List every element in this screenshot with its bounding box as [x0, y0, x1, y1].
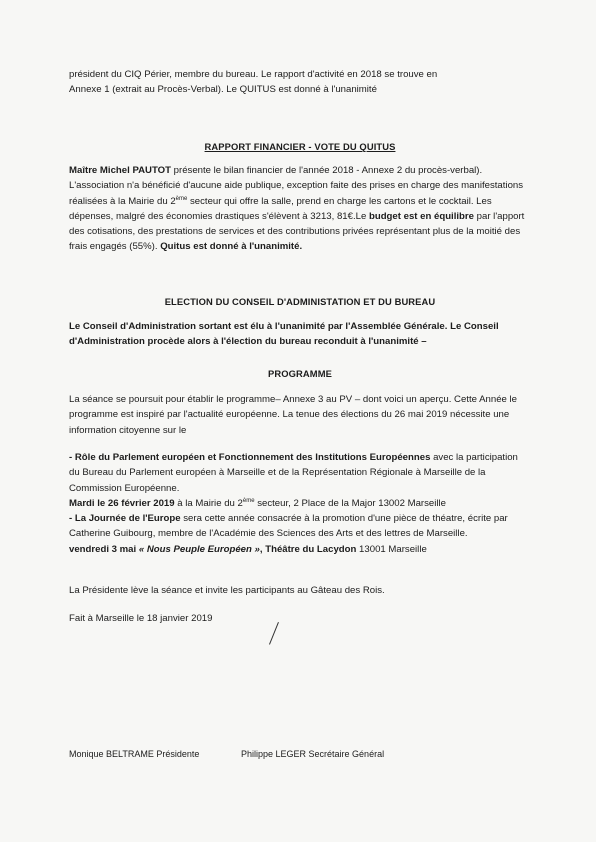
- programme-item-parliament-title: - Rôle du Parlement européen et Fonctionnement des Institutions Européennes: [69, 452, 431, 463]
- financial-superscript: ème: [175, 195, 188, 202]
- programme-item-europe-day: [69, 511, 531, 557]
- programme-intro: La séance se poursuit pour établir le programme– Annexe 3 au PV – dont voici un aperçu. Cette Année le programme est inspiré par l'actualité européenne. La tenue des élections du 26 mai 2019 nécessite une information citoyenne sur le: [69, 394, 517, 436]
- financial-heading: RAPPORT FINANCIER - VOTE DU QUITUS: [204, 141, 396, 152]
- programme-play-venue: , Théâtre du Lacydon: [259, 543, 357, 555]
- financial-text-2: secteur qui offre la salle, prend en charge les cartons et le cocktail. Les dépenses, malgré des économies drastiques s'élèvent à 3213, 81€.Le: [69, 195, 492, 222]
- programme-europe-day-text: sera cette année consacrée à la promotion d'une pièce de théatre, écrite par Catherine Guibourg, membre de l'Académie des Sciences des Arts et des lettres de Marseille.: [69, 513, 508, 540]
- financial-speaker: Maître Michel PAUTOT: [69, 165, 171, 176]
- place-date: Fait à Marseille le 18 janvier 2019: [69, 613, 213, 624]
- signature-president: Monique BELTRAME Présidente: [69, 749, 200, 759]
- programme-item-parliament-text: avec la participation du Bureau du Parlement européen à Marseille et de la Représentation Régionale à Marseille de la Commission Européenne.: [69, 452, 518, 494]
- programme-play-title: « Nous Peuple Européen »: [138, 543, 260, 555]
- election-paragraph: Le Conseil d'Administration sortant est élu à l'unanimité par l'Assemblée Générale. Le Conseil d'Administration procède alors à l'élection du bureau reconduit à l'unanimité –: [69, 321, 499, 348]
- programme-event-text-1: à la Mairie du 2: [174, 497, 243, 509]
- election-heading: ELECTION DU CONSEIL D'ADMINISTATION ET DU BUREAU: [164, 296, 436, 307]
- signature-secretary: Philippe LEGER Secrétaire Général: [241, 749, 385, 759]
- programme-event-date: Mardi le 26 février 2019: [69, 497, 175, 509]
- programme-event-superscript: ème: [242, 497, 255, 504]
- intro-line-2: Annexe 1 (extrait au Procès-Verbal). Le QUITUS est donné à l'unanimité: [69, 84, 377, 96]
- programme-item-parliament: [69, 450, 531, 511]
- financial-text-1: présente le bilan financier de l'année 2018 - Annexe 2 du procès-verbal). L'association n'a bénéficié d'aucune aide publique, exception faite des prises en charge des manifestations réalisées à la Mairie du 2: [69, 165, 524, 207]
- programme-event-text-2: secteur, 2 Place de la Major 13002 Marseille: [254, 497, 446, 509]
- intro-line-1: président du CIQ Périer, membre du bureau. Le rapport d'activité en 2018 se trouve en: [69, 69, 438, 80]
- financial-paragraph: [69, 163, 531, 255]
- financial-quitus: Quitus est donné à l'unanimité.: [160, 241, 303, 253]
- financial-budget-balanced: budget est en équilibre: [368, 210, 474, 222]
- programme-play-city: 13001 Marseille: [356, 543, 427, 555]
- programme-heading: PROGRAMME: [268, 368, 332, 379]
- programme-play-date: vendredi 3 mai: [69, 543, 139, 555]
- intro-paragraph: [69, 67, 531, 98]
- financial-text-3: par l'apport des cotisations, des prestations de services et des contributions privées représentant plus de la moitié des frais engagés (55%).: [69, 210, 525, 253]
- programme-europe-day-title: - La Journée de l'Europe: [69, 513, 181, 524]
- closing-text: La Présidente lève la séance et invite les participants au Gâteau des Rois.: [69, 585, 385, 596]
